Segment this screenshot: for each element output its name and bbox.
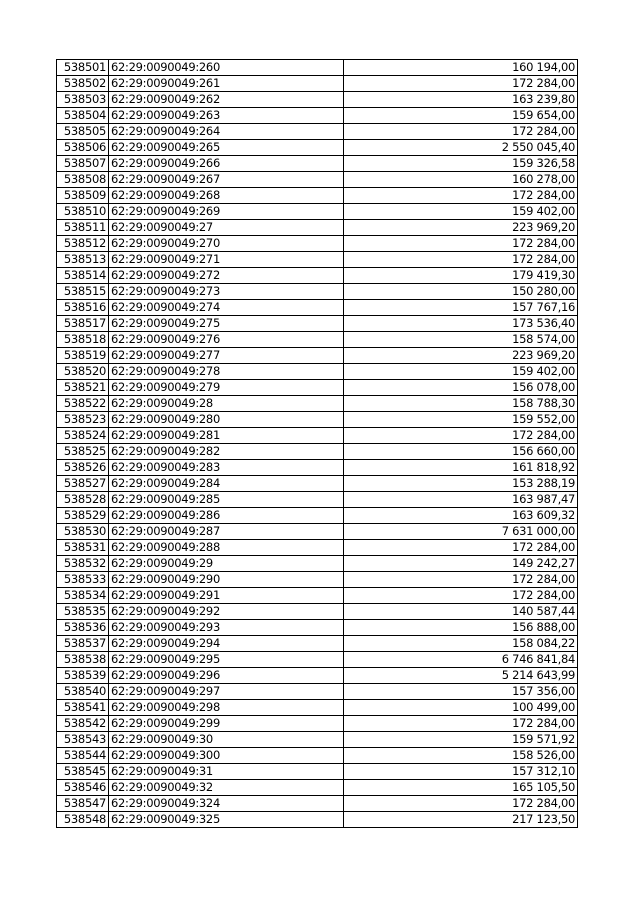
row-number-cell: 538510: [57, 204, 109, 220]
table-row: [57, 652, 578, 668]
table-row: [57, 540, 578, 556]
row-number-cell: 538515: [57, 284, 109, 300]
row-number-cell: 538505: [57, 124, 109, 140]
row-number-cell: 538532: [57, 556, 109, 572]
table-row: [57, 108, 578, 124]
row-number-cell: 538511: [57, 220, 109, 236]
row-number-cell: 538523: [57, 412, 109, 428]
row-number-cell: 538529: [57, 508, 109, 524]
cadastral-value-cell: 172 284,00: [344, 428, 578, 444]
table-body: [57, 60, 578, 828]
table-row: [57, 60, 578, 76]
cadastral-value-cell: 100 499,00: [344, 700, 578, 716]
table-row: [57, 444, 578, 460]
cadastral-value-cell: 6 746 841,84: [344, 652, 578, 668]
table-row: [57, 156, 578, 172]
cadastral-value-cell: 157 312,10: [344, 764, 578, 780]
cadastral-value-cell: 153 288,19: [344, 476, 578, 492]
row-number-cell: 538519: [57, 348, 109, 364]
cadastral-value-cell: 160 278,00: [344, 172, 578, 188]
cadastral-number-cell: 62:29:0090049:269: [109, 204, 344, 220]
row-number-cell: 538533: [57, 572, 109, 588]
cadastral-value-cell: 159 571,92: [344, 732, 578, 748]
table-row: [57, 524, 578, 540]
cadastral-value-cell: 158 574,00: [344, 332, 578, 348]
table-row: [57, 492, 578, 508]
cadastral-value-cell: 217 123,50: [344, 812, 578, 828]
cadastral-number-cell: 62:29:0090049:286: [109, 508, 344, 524]
cadastral-number-cell: 62:29:0090049:299: [109, 716, 344, 732]
row-number-cell: 538508: [57, 172, 109, 188]
cadastral-number-cell: 62:29:0090049:31: [109, 764, 344, 780]
table-row: [57, 284, 578, 300]
cadastral-number-cell: 62:29:0090049:290: [109, 572, 344, 588]
cadastral-value-cell: 172 284,00: [344, 572, 578, 588]
row-number-cell: 538506: [57, 140, 109, 156]
row-number-cell: 538513: [57, 252, 109, 268]
cadastral-number-cell: 62:29:0090049:279: [109, 380, 344, 396]
table-row: [57, 364, 578, 380]
row-number-cell: 538512: [57, 236, 109, 252]
table-row: [57, 380, 578, 396]
cadastral-value-cell: 172 284,00: [344, 76, 578, 92]
cadastral-value-cell: 172 284,00: [344, 716, 578, 732]
table-row: [57, 780, 578, 796]
row-number-cell: 538518: [57, 332, 109, 348]
cadastral-number-cell: 62:29:0090049:29: [109, 556, 344, 572]
cadastral-value-cell: 159 654,00: [344, 108, 578, 124]
row-number-cell: 538530: [57, 524, 109, 540]
table-row: [57, 396, 578, 412]
cadastral-number-cell: 62:29:0090049:297: [109, 684, 344, 700]
row-number-cell: 538526: [57, 460, 109, 476]
cadastral-value-cell: 163 987,47: [344, 492, 578, 508]
cadastral-number-cell: 62:29:0090049:283: [109, 460, 344, 476]
cadastral-number-cell: 62:29:0090049:291: [109, 588, 344, 604]
cadastral-value-cell: 5 214 643,99: [344, 668, 578, 684]
row-number-cell: 538543: [57, 732, 109, 748]
cadastral-number-cell: 62:29:0090049:274: [109, 300, 344, 316]
table-row: [57, 700, 578, 716]
table-row: [57, 124, 578, 140]
cadastral-value-cell: 161 818,92: [344, 460, 578, 476]
table-row: [57, 764, 578, 780]
row-number-cell: 538546: [57, 780, 109, 796]
cadastral-value-cell: 172 284,00: [344, 236, 578, 252]
table-row: [57, 508, 578, 524]
table-row: [57, 316, 578, 332]
row-number-cell: 538539: [57, 668, 109, 684]
table-row: [57, 604, 578, 620]
table-row: [57, 220, 578, 236]
cadastral-value-cell: 160 194,00: [344, 60, 578, 76]
table-row: [57, 684, 578, 700]
table-row: [57, 236, 578, 252]
cadastral-number-cell: 62:29:0090049:275: [109, 316, 344, 332]
cadastral-number-cell: 62:29:0090049:285: [109, 492, 344, 508]
cadastral-number-cell: 62:29:0090049:267: [109, 172, 344, 188]
table-row: [57, 172, 578, 188]
cadastral-number-cell: 62:29:0090049:264: [109, 124, 344, 140]
cadastral-value-cell: 159 552,00: [344, 412, 578, 428]
table-row: [57, 620, 578, 636]
cadastral-number-cell: 62:29:0090049:281: [109, 428, 344, 444]
cadastral-value-cell: 163 239,80: [344, 92, 578, 108]
table-row: [57, 588, 578, 604]
row-number-cell: 538537: [57, 636, 109, 652]
cadastral-number-cell: 62:29:0090049:280: [109, 412, 344, 428]
row-number-cell: 538514: [57, 268, 109, 284]
row-number-cell: 538547: [57, 796, 109, 812]
cadastral-number-cell: 62:29:0090049:271: [109, 252, 344, 268]
cadastral-value-cell: 156 078,00: [344, 380, 578, 396]
cadastral-number-cell: 62:29:0090049:268: [109, 188, 344, 204]
cadastral-number-cell: 62:29:0090049:260: [109, 60, 344, 76]
cadastral-number-cell: 62:29:0090049:294: [109, 636, 344, 652]
cadastral-number-cell: 62:29:0090049:263: [109, 108, 344, 124]
cadastral-number-cell: 62:29:0090049:324: [109, 796, 344, 812]
cadastral-value-cell: 172 284,00: [344, 188, 578, 204]
cadastral-number-cell: 62:29:0090049:282: [109, 444, 344, 460]
table-row: [57, 252, 578, 268]
row-number-cell: 538540: [57, 684, 109, 700]
cadastral-number-cell: 62:29:0090049:32: [109, 780, 344, 796]
cadastral-value-cell: 173 536,40: [344, 316, 578, 332]
table-row: [57, 268, 578, 284]
row-number-cell: 538535: [57, 604, 109, 620]
table-row: [57, 428, 578, 444]
table-row: [57, 76, 578, 92]
cadastral-value-cell: 223 969,20: [344, 348, 578, 364]
cadastral-number-cell: 62:29:0090049:262: [109, 92, 344, 108]
cadastral-number-cell: 62:29:0090049:295: [109, 652, 344, 668]
cadastral-value-cell: 159 326,58: [344, 156, 578, 172]
row-number-cell: 538524: [57, 428, 109, 444]
cadastral-value-cell: 163 609,32: [344, 508, 578, 524]
table-row: [57, 812, 578, 828]
row-number-cell: 538545: [57, 764, 109, 780]
row-number-cell: 538531: [57, 540, 109, 556]
row-number-cell: 538534: [57, 588, 109, 604]
cadastral-number-cell: 62:29:0090049:287: [109, 524, 344, 540]
cadastral-number-cell: 62:29:0090049:325: [109, 812, 344, 828]
row-number-cell: 538544: [57, 748, 109, 764]
table-row: [57, 204, 578, 220]
cadastral-value-cell: 150 280,00: [344, 284, 578, 300]
cadastral-value-cell: 158 084,22: [344, 636, 578, 652]
cadastral-value-cell: 172 284,00: [344, 252, 578, 268]
table-row: [57, 716, 578, 732]
cadastral-value-cell: 172 284,00: [344, 124, 578, 140]
cadastral-value-cell: 159 402,00: [344, 204, 578, 220]
cadastral-value-cell: 140 587,44: [344, 604, 578, 620]
cadastral-value-cell: 158 526,00: [344, 748, 578, 764]
row-number-cell: 538527: [57, 476, 109, 492]
cadastral-number-cell: 62:29:0090049:27: [109, 220, 344, 236]
row-number-cell: 538528: [57, 492, 109, 508]
cadastral-value-cell: 179 419,30: [344, 268, 578, 284]
row-number-cell: 538517: [57, 316, 109, 332]
table-row: [57, 412, 578, 428]
cadastral-number-cell: 62:29:0090049:265: [109, 140, 344, 156]
row-number-cell: 538538: [57, 652, 109, 668]
row-number-cell: 538521: [57, 380, 109, 396]
cadastral-number-cell: 62:29:0090049:300: [109, 748, 344, 764]
table-row: [57, 332, 578, 348]
cadastral-value-cell: 156 660,00: [344, 444, 578, 460]
table-row: [57, 556, 578, 572]
table-row: [57, 668, 578, 684]
cadastral-value-cell: 159 402,00: [344, 364, 578, 380]
cadastral-number-cell: 62:29:0090049:261: [109, 76, 344, 92]
row-number-cell: 538548: [57, 812, 109, 828]
cadastral-number-cell: 62:29:0090049:277: [109, 348, 344, 364]
table-row: [57, 796, 578, 812]
cadastral-number-cell: 62:29:0090049:272: [109, 268, 344, 284]
row-number-cell: 538501: [57, 60, 109, 76]
row-number-cell: 538503: [57, 92, 109, 108]
cadastral-value-cell: 223 969,20: [344, 220, 578, 236]
table-row: [57, 140, 578, 156]
row-number-cell: 538541: [57, 700, 109, 716]
cadastral-value-cell: 157 356,00: [344, 684, 578, 700]
table-row: [57, 92, 578, 108]
cadastral-number-cell: 62:29:0090049:284: [109, 476, 344, 492]
cadastral-value-cell: 2 550 045,40: [344, 140, 578, 156]
table-row: [57, 748, 578, 764]
cadastral-value-cell: 149 242,27: [344, 556, 578, 572]
cadastral-value-cell: 172 284,00: [344, 796, 578, 812]
cadastral-number-cell: 62:29:0090049:28: [109, 396, 344, 412]
cadastral-number-cell: 62:29:0090049:266: [109, 156, 344, 172]
row-number-cell: 538520: [57, 364, 109, 380]
cadastral-value-cell: 172 284,00: [344, 540, 578, 556]
cadastral-value-cell: 172 284,00: [344, 588, 578, 604]
cadastral-value-cell: 156 888,00: [344, 620, 578, 636]
row-number-cell: 538516: [57, 300, 109, 316]
row-number-cell: 538536: [57, 620, 109, 636]
table-row: [57, 732, 578, 748]
cadastral-number-cell: 62:29:0090049:273: [109, 284, 344, 300]
cadastral-number-cell: 62:29:0090049:288: [109, 540, 344, 556]
row-number-cell: 538522: [57, 396, 109, 412]
cadastral-number-cell: 62:29:0090049:270: [109, 236, 344, 252]
cadastral-value-cell: 165 105,50: [344, 780, 578, 796]
cadastral-number-cell: 62:29:0090049:276: [109, 332, 344, 348]
row-number-cell: 538507: [57, 156, 109, 172]
table-row: [57, 572, 578, 588]
table-row: [57, 300, 578, 316]
cadastral-number-cell: 62:29:0090049:292: [109, 604, 344, 620]
table-row: [57, 348, 578, 364]
table-row: [57, 476, 578, 492]
row-number-cell: 538542: [57, 716, 109, 732]
cadastral-number-cell: 62:29:0090049:298: [109, 700, 344, 716]
row-number-cell: 538525: [57, 444, 109, 460]
table-row: [57, 636, 578, 652]
cadastral-value-cell: 7 631 000,00: [344, 524, 578, 540]
cadastral-number-cell: 62:29:0090049:293: [109, 620, 344, 636]
cadastral-value-table: [56, 59, 578, 828]
row-number-cell: 538502: [57, 76, 109, 92]
row-number-cell: 538509: [57, 188, 109, 204]
cadastral-number-cell: 62:29:0090049:296: [109, 668, 344, 684]
cadastral-value-cell: 157 767,16: [344, 300, 578, 316]
cadastral-number-cell: 62:29:0090049:278: [109, 364, 344, 380]
cadastral-value-cell: 158 788,30: [344, 396, 578, 412]
row-number-cell: 538504: [57, 108, 109, 124]
cadastral-number-cell: 62:29:0090049:30: [109, 732, 344, 748]
table-row: [57, 460, 578, 476]
table-row: [57, 188, 578, 204]
